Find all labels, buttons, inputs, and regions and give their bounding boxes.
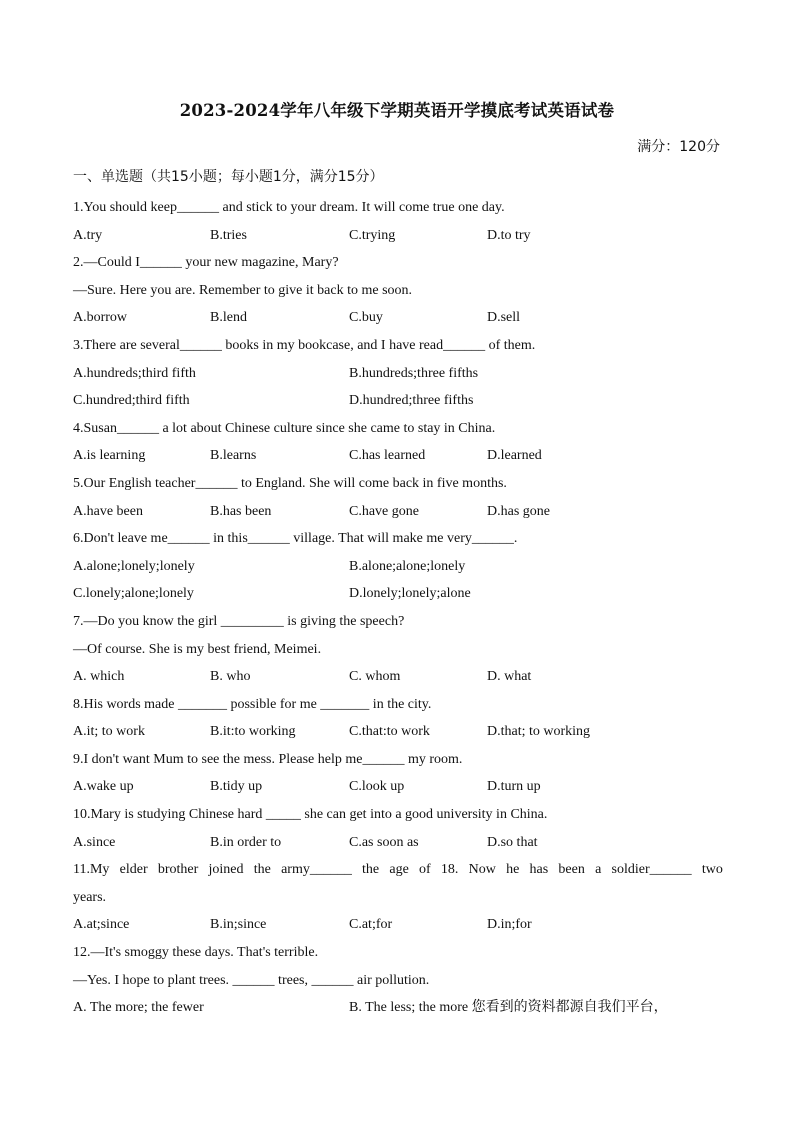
option-row bbox=[73, 442, 723, 470]
stem-word: joined bbox=[208, 862, 244, 878]
option-b: B.tidy up bbox=[210, 779, 263, 795]
option-d: D.lonely;lonely;alone bbox=[349, 586, 471, 602]
question-stem: 12.—It's smoggy these days. That's terrible. bbox=[73, 945, 319, 961]
option-c: C.look up bbox=[349, 779, 405, 795]
option-c: C. whom bbox=[349, 669, 401, 685]
option-d: D.sell bbox=[487, 310, 521, 326]
option-c: C.have gone bbox=[349, 503, 419, 519]
option-c: C.as soon as bbox=[349, 834, 419, 850]
full-score: 满分：120分 bbox=[637, 139, 720, 155]
option-b: B.in;since bbox=[210, 917, 267, 933]
question-stem: 2.—Could I______ your new magazine, Mary? bbox=[73, 255, 339, 271]
stem-word: a bbox=[595, 862, 602, 878]
option-d: D.so that bbox=[487, 834, 538, 850]
option-a: A.hundreds;third fifth bbox=[73, 365, 196, 381]
question-list bbox=[73, 194, 723, 1022]
stem-word: brother bbox=[157, 862, 199, 878]
question-stem: 8.His words made _______ possible for me _______ in the city. bbox=[73, 696, 432, 712]
watermark-note: 您看到的资料都源自我们平台， bbox=[471, 999, 668, 1016]
option-a: A.borrow bbox=[73, 310, 128, 326]
option-b: B.has been bbox=[210, 503, 272, 519]
stem-word: he bbox=[506, 862, 520, 878]
question-stem: 10.Mary is studying Chinese hard _____ she can get into a good university in China. bbox=[73, 807, 548, 823]
stem-word: has bbox=[529, 862, 549, 878]
option-c: C.at;for bbox=[349, 917, 393, 933]
stem-word: of bbox=[419, 862, 431, 878]
question-stem: —Of course. She is my best friend, Meimei. bbox=[73, 641, 322, 657]
option-row bbox=[73, 829, 723, 857]
section-heading: 一、单选题（共15小题；每小题1分，满分15分） bbox=[73, 169, 384, 185]
option-c: C.hundred;third fifth bbox=[73, 393, 190, 409]
option-b: B.it:to working bbox=[210, 724, 296, 740]
option-a: A.at;since bbox=[73, 917, 130, 933]
option-row bbox=[73, 911, 723, 939]
question-stem: —Sure. Here you are. Remember to give it back to me soon. bbox=[73, 282, 413, 298]
question-stem: 9.I don't want Mum to see the mess. Please help me______ my room. bbox=[73, 751, 463, 767]
option-row bbox=[73, 773, 723, 801]
option-row bbox=[73, 994, 723, 1022]
option-a: A.have been bbox=[73, 503, 143, 519]
option-c: C.has learned bbox=[349, 448, 426, 464]
option-d: D.hundred;three fifths bbox=[349, 393, 474, 409]
stem-word: 18. bbox=[440, 862, 459, 878]
option-a: A.try bbox=[73, 227, 103, 243]
option-d: D.learned bbox=[487, 448, 542, 464]
option-row bbox=[73, 663, 723, 691]
question-stem: 6.Don't leave me______ in this______ village. That will make me very______. bbox=[73, 531, 518, 547]
stem-word: Now bbox=[468, 862, 496, 878]
option-a: A. The more; the fewer bbox=[73, 1000, 204, 1016]
option-a: A. which bbox=[73, 669, 125, 685]
option-c: C.that:to work bbox=[349, 724, 430, 740]
question-stem: 1.You should keep______ and stick to your dream. It will come true one day. bbox=[73, 200, 505, 215]
option-row bbox=[73, 387, 723, 415]
option-b: B.alone;alone;lonely bbox=[349, 558, 466, 574]
option-a: A.alone;lonely;lonely bbox=[73, 558, 195, 574]
option-row bbox=[73, 580, 723, 608]
stem-word: been bbox=[558, 862, 585, 878]
option-b: B. who bbox=[210, 669, 251, 685]
option-a: A.is learning bbox=[73, 448, 146, 464]
stem-word: elder bbox=[119, 862, 148, 878]
option-b: B.hundreds;three fifths bbox=[349, 365, 479, 381]
option-b: B.tries bbox=[210, 227, 247, 243]
question-stem: 4.Susan______ a lot about Chinese culture since she came to stay in China. bbox=[73, 420, 496, 436]
question-stem: 3.There are several______ books in my bookcase, and I have read______ of them. bbox=[73, 337, 536, 353]
question-stem: —Yes. I hope to plant trees. ______ trees, ______ air pollution. bbox=[73, 972, 430, 988]
option-row bbox=[73, 360, 723, 388]
question-stem: years. bbox=[73, 889, 107, 905]
stem-word: army______ bbox=[281, 862, 352, 878]
option-d: D.turn up bbox=[487, 779, 541, 795]
page-title: 2023-2024学年八年级下学期英语开学摸底考试英语试卷 bbox=[179, 101, 615, 120]
option-row bbox=[73, 304, 723, 332]
option-row bbox=[73, 498, 723, 526]
option-b: B.in order to bbox=[210, 834, 282, 850]
question-stem: 5.Our English teacher______ to England. She will come back in five months. bbox=[73, 475, 507, 491]
option-b: B. The less; the more 您看到的资料都源自我们平台， bbox=[349, 999, 668, 1016]
option-b: B.learns bbox=[210, 448, 257, 464]
question-stem bbox=[73, 856, 723, 884]
stem-word: the bbox=[362, 862, 380, 878]
option-row bbox=[73, 222, 723, 250]
option-c: C.buy bbox=[349, 310, 383, 326]
stem-word: soldier______ bbox=[611, 862, 692, 878]
stem-word: age bbox=[389, 862, 409, 878]
option-d: D.to try bbox=[487, 227, 531, 243]
option-a: A.since bbox=[73, 834, 116, 850]
stem-word: the bbox=[253, 862, 271, 878]
stem-word: two bbox=[701, 862, 723, 878]
option-d: D.has gone bbox=[487, 503, 550, 519]
option-a: A.it; to work bbox=[73, 724, 145, 740]
stem-word: 11.My bbox=[73, 862, 110, 878]
option-c: C.trying bbox=[349, 227, 396, 243]
option-d: D.in;for bbox=[487, 917, 532, 933]
option-b: B.lend bbox=[210, 310, 247, 326]
option-row bbox=[73, 718, 723, 746]
option-d: D. what bbox=[487, 669, 532, 685]
option-a: A.wake up bbox=[73, 779, 134, 795]
question-stem: 7.—Do you know the girl _________ is giving the speech? bbox=[73, 613, 405, 629]
option-d: D.that; to working bbox=[487, 724, 591, 740]
option-row bbox=[73, 553, 723, 581]
option-c: C.lonely;alone;lonely bbox=[73, 586, 194, 602]
